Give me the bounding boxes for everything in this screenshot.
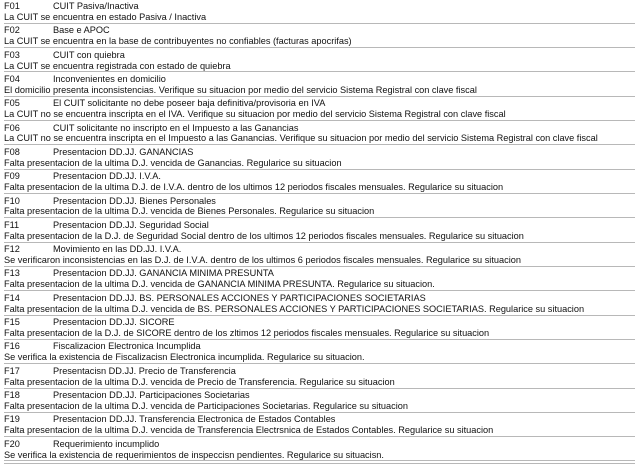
- entry-code: F05: [4, 98, 20, 109]
- entry-title: Presentacion DD.JJ. Seguridad Social: [53, 219, 209, 230]
- entry-code: F01: [4, 1, 20, 11]
- entry-description: Falta presentacion de la ultima D.J. vencida de BS. PERSONALES ACCIONES Y PARTICIPACIONES SOCIETARIAS. Regularice su situacion: [4, 303, 585, 314]
- code-entry: [4, 50, 635, 73]
- entry-description: Falta presentacion de la D.J. de SICORE dentro de los zltimos 12 periodos fiscales mensuales. Regularice su situacion: [4, 327, 490, 338]
- entry-description: Se verifica la existencia de Fiscalizacisn Electronica incumplida. Regularice su situacion.: [4, 352, 365, 363]
- entry-title: CUIT con quiebra: [53, 49, 125, 60]
- entry-code: F06: [4, 122, 20, 133]
- entry-title: Inconvenientes en domicilio: [53, 73, 166, 84]
- entry-title: CUIT Pasiva/Inactiva: [53, 1, 139, 11]
- code-entry: [4, 25, 635, 48]
- entry-title: Fiscalizacion Electronica Incumplida: [53, 341, 201, 352]
- entry-code: F03: [4, 49, 20, 60]
- entry-description: Se verificaron inconsistencias en las D.J. de I.V.A. dentro de los ultimos 6 periodos fiscales mensuales. Regularice su situacion: [4, 255, 521, 266]
- entry-code: F15: [4, 317, 20, 328]
- entry-description: El domicilio presenta inconsistencias. Verifique su situacion por medio del servicio Sistema Registral con clave fiscal: [4, 84, 477, 95]
- code-entry: [4, 341, 635, 364]
- code-entry: [4, 244, 635, 267]
- entry-code: F08: [4, 146, 20, 157]
- entry-title: El CUIT solicitante no debe poseer baja definitiva/provisoria en IVA: [53, 98, 326, 109]
- code-entry: [4, 439, 635, 462]
- entry-title: Movimiento en las DD.JJ. I.V.A.: [53, 244, 182, 255]
- entry-code: F12: [4, 244, 20, 255]
- entry-description: La CUIT se encuentra en estado Pasiva / Inactiva: [4, 11, 207, 22]
- entry-title: Presentacion DD.JJ. GANANCIAS: [53, 146, 194, 157]
- entry-description: Falta presentacion de la ultima D.J. vencida de Transferencia Electrsnica de Estados Contables. Regularice su situacion: [4, 425, 494, 436]
- entry-description: Falta presentacion de la ultima D.J. vencida de Ganancias. Regularice su situacion: [4, 157, 342, 168]
- entry-code: F18: [4, 390, 20, 400]
- entry-code: F04: [4, 73, 20, 84]
- entry-code: F17: [4, 365, 20, 376]
- entry-title: Presentacion DD.JJ. I.V.A.: [53, 171, 161, 182]
- entry-title: Presentacion DD.JJ. SICORE: [53, 317, 175, 328]
- entry-code: F16: [4, 341, 20, 352]
- code-entry: [4, 366, 635, 389]
- code-entry: [4, 171, 635, 194]
- entry-title: Presentacion DD.JJ. Transferencia Electronica de Estados Contables: [53, 414, 336, 425]
- entry-code: F09: [4, 171, 20, 182]
- entry-description: Falta presentacion de la D.J. de Seguridad Social dentro de los ultimos 12 periodos fiscales mensuales. Regularice su situacion: [4, 230, 524, 241]
- code-entry: [4, 1, 635, 24]
- entry-code: F13: [4, 268, 20, 279]
- code-entry: [4, 463, 635, 464]
- code-entry: [4, 414, 635, 437]
- entry-description: La CUIT no se encuentra inscripta en el Impuesto a las Ganancias. Verifique su situacion por medio del servicio Sistema Registral con clave fiscal: [4, 133, 598, 144]
- entry-description: Falta presentacion de la ultima D.J. vencida de Participaciones Societarias. Regularice su situacion: [4, 400, 408, 411]
- entry-code: F14: [4, 292, 20, 303]
- code-entry: [4, 220, 635, 243]
- code-entry: [4, 123, 635, 146]
- entry-code: F10: [4, 195, 20, 206]
- entry-title: Presentacion DD.JJ. GANANCIA MINIMA PRESUNTA: [53, 268, 274, 279]
- code-entry: [4, 293, 635, 316]
- code-entry: [4, 317, 635, 340]
- entry-title: Base e APOC: [53, 25, 110, 36]
- entry-title: Requerimiento incumplido: [53, 438, 160, 449]
- entry-title: Presentacion DD.JJ. BS. PERSONALES ACCIONES Y PARTICIPACIONES SOCIETARIAS: [53, 292, 426, 303]
- entry-description: Falta presentacion de la ultima D.J. vencida de Bienes Personales. Regularice su situacion: [4, 206, 375, 217]
- entry-title: Presentacion DD.JJ. Participaciones Societarias: [53, 390, 250, 400]
- code-entry: [4, 98, 635, 121]
- entry-code: F02: [4, 25, 20, 36]
- entry-description: La CUIT se encuentra en la base de contribuyentes no confiables (facturas apocrifas): [4, 36, 352, 47]
- entry-title: Presentacion DD.JJ. Bienes Personales: [53, 195, 216, 206]
- entry-description: La CUIT no se encuentra inscripta en el IVA. Verifique su situacion por medio del servicio Sistema Registral con clave fiscal: [4, 109, 506, 120]
- entry-code: F11: [4, 219, 20, 230]
- code-entry: [4, 390, 635, 413]
- entry-description: Se verifica la existencia de requerimientos de inspeccisn pendientes. Regularice su situacisn.: [4, 449, 384, 460]
- code-entry: [4, 268, 635, 291]
- code-entry: [4, 147, 635, 170]
- entry-description: Falta presentacion de la ultima D.J. de I.V.A. dentro de los ultimos 12 periodos fiscales mensuales. Regularice su situacion: [4, 182, 504, 193]
- code-entry: [4, 196, 635, 219]
- entry-description: Falta presentacion de la ultima D.J. vencida de GANANCIA MINIMA PRESUNTA. Regularice su situacion.: [4, 279, 435, 290]
- entry-title: CUIT solicitante no inscripto en el Impuesto a las Ganancias: [53, 122, 299, 133]
- code-entry: [4, 74, 635, 97]
- entry-description: La CUIT se encuentra registrada con estado de quiebra: [4, 60, 231, 71]
- entry-title: Presentacisn DD.JJ. Precio de Transferencia: [53, 365, 236, 376]
- entry-code: F19: [4, 414, 20, 425]
- entry-code: F20: [4, 438, 20, 449]
- entry-description: Falta presentacion de la ultima D.J. vencida de Precio de Transferencia. Regularice su situacion: [4, 376, 395, 387]
